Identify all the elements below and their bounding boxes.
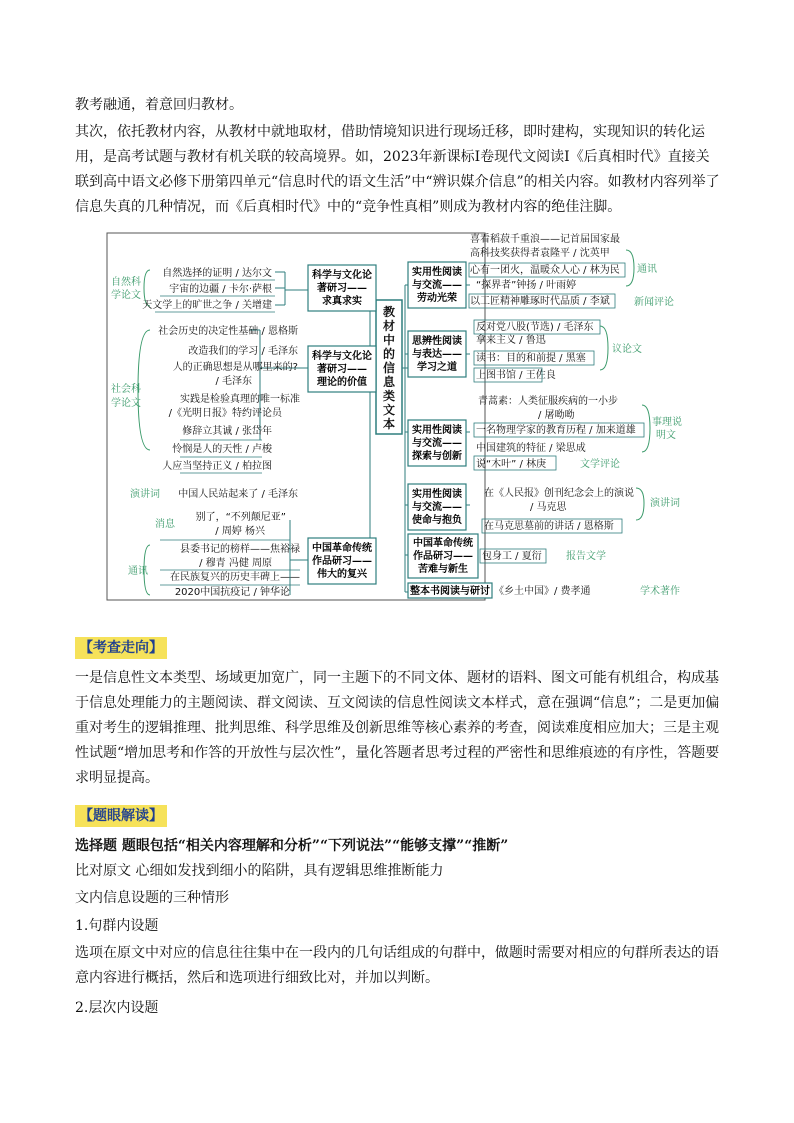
box-line: 劳动光荣 (417, 293, 457, 304)
box-line: 著研习—— (317, 283, 367, 294)
label-text: 演讲词 (650, 498, 680, 509)
item-text: 喜看稻菽千重浪——记首届国家最 (470, 234, 620, 245)
center-title (382, 304, 396, 431)
left-box-2 (308, 346, 376, 392)
item-text: 宇宙的边疆 / 卡尔·萨根 (169, 284, 272, 295)
box-line: 作品研习—— (413, 551, 473, 562)
section-header-exam-trend: 【考查走向】 (75, 637, 167, 659)
label-text: 消息 (155, 519, 175, 530)
intro-line-1: 教考融通，着意回归教材。 (75, 97, 243, 113)
label-text: 文学评论 (580, 459, 620, 470)
center-char: 中 (382, 333, 396, 347)
text-line: 比对原文 心细如发找到细小的陷阱，具有逻辑思维推断能力 (75, 863, 444, 879)
box-line: 实用性阅读 (412, 425, 462, 436)
box-line: 与交流—— (412, 280, 462, 291)
item-text: 修辞立其诚 / 张岱年 (182, 426, 272, 437)
label-text: 报告文学 (566, 551, 606, 562)
box-line: 与交流—— (412, 438, 462, 449)
item-text: 在民族复兴的历史丰碑上—— (170, 572, 300, 583)
label-text: 自然科 (111, 277, 141, 288)
item-text: 在《人民报》创刊纪念会上的演说 (484, 488, 634, 499)
label-text: 通讯 (637, 264, 657, 275)
section-header-question-keys: 【题眼解读】 (75, 805, 167, 827)
center-char: 的 (382, 347, 396, 361)
item-text: /《光明日报》特约评论员 (168, 408, 282, 419)
box-line: 伟大的复兴 (317, 569, 367, 580)
item-text: 反对党八股(节选) / 毛泽东 (476, 322, 594, 333)
box-line: 探索与创新 (412, 451, 462, 462)
box-line: 使命与抱负 (412, 515, 462, 526)
center-char: 本 (382, 417, 396, 431)
label-text: 明文 (656, 430, 676, 441)
left-box-1 (308, 265, 376, 311)
center-char: 文 (382, 403, 396, 417)
box-line: 理论的价值 (317, 377, 367, 388)
item-text: 人的正确思想是从哪里来的? (172, 362, 298, 373)
item-text: 中国建筑的特征 / 梁思成 (476, 443, 586, 454)
item-text: 中国人民站起来了 / 毛泽东 (178, 489, 298, 500)
item-text: 天文学上的旷世之争 / 关增建 (142, 300, 272, 311)
item-text: 一名物理学家的教育历程 / 加来道雄 (476, 425, 636, 436)
box-line: 苦难与新生 (418, 564, 468, 575)
item-text: 心有一团火，温暖众人心 / 林为民 (470, 265, 620, 276)
right-box-4 (408, 484, 466, 530)
box-line: 与表达—— (412, 349, 462, 360)
item-text: 说“木叶” / 林庚 (476, 459, 547, 470)
label-text: 事理说 (652, 417, 682, 428)
item-text: 怜悯是人的天性 / 卢梭 (172, 444, 272, 455)
item-text: “探界者”钟扬 / 叶雨婷 (476, 280, 577, 291)
item-text: 高科技奖获得者袁隆平 / 沈英甲 (470, 248, 610, 259)
item-text: 别了，“不列颠尼亚” (195, 512, 286, 523)
item-text: 社会历史的决定性基础 / 恩格斯 (158, 326, 298, 337)
item-text: / 屠呦呦 (538, 410, 575, 421)
text-paragraph: 选项在原文中对应的信息往往集中在一段内的几句话组成的句群中，做题时需要对相应的句群所表达的语意内容进行概括，然后和选项进行细致比对，并加以判断。 (75, 945, 719, 986)
item-text: / 周婷 杨兴 (215, 526, 265, 537)
center-char: 教 (382, 305, 396, 319)
intro-paragraph-2: 其次，依托教材内容，从教材中就地取材，借助情境知识进行现场迁移，即时建构，实现知识的转化运用，是高考试题与教材有机关联的较高境界。如，2023年新课标Ⅰ卷现代文阅读Ⅰ《后真相时代》直接关联到高中语文必修下册第四单元“信息时代的语文生活”中“辨识媒介信息”的相关内容。如教材内容列举了信息失真的几种情况，而《后真相时代》中的“竞争性真相”则成为教材内容的绝佳注脚。 (75, 124, 720, 215)
text-line: 文内信息设题的三种情形 (75, 890, 229, 906)
item-text: 上图书馆 / 王佐良 (476, 370, 556, 381)
item-text: / 穆青 冯健 周原 (199, 558, 272, 569)
center-char: 息 (382, 375, 396, 389)
right-box-6 (408, 583, 492, 598)
box-line: 学习之道 (417, 362, 457, 373)
item-text: 拿来主义 / 鲁迅 (476, 335, 546, 346)
exam-trend-paragraph: 一是信息性文本类型、场域更加宽广，同一主题下的不同文体、题材的语料、图文可能有机组合，构成基于信息处理能力的主题阅读、群文阅读、互文阅读的信息性阅读文本样式，意在强调“信息”；二是更加偏重对考生的逻辑推理、批判思维、科学思维及创新思维等核心素养的考查，阅读难度相应加大；三是主观性试题“增加思考和作答的开放性与层次性”，量化答题者思考过程的严密性和思维痕迹的有序性，答题要求明显提高。 (75, 670, 720, 786)
right-box-5 (408, 534, 478, 578)
item-text: 实践是检验真理的唯一标准 (180, 394, 300, 405)
box-line: 著研习—— (317, 364, 367, 375)
item-text: 青蒿素：人类征服疾病的一小步 (478, 396, 618, 407)
text-line: 1.句群内设题 (75, 918, 159, 934)
box-line: 实用性阅读 (412, 267, 462, 278)
right-label-brackets (600, 250, 650, 520)
text-line: 2.层次内设题 (75, 1000, 159, 1016)
item-text: 读书：目的和前提 / 黑塞 (476, 353, 586, 364)
box-line: 中国革命传统 (312, 543, 372, 554)
item-text: 2020中国抗疫记 / 钟华论 (174, 587, 290, 598)
left-labels (111, 275, 176, 577)
left-items (142, 266, 300, 598)
item-text: 以工匠精神雕琢时代品质 / 李斌 (470, 296, 610, 307)
label-text: 社会科 (111, 384, 141, 395)
box-line: 科学与文化论 (312, 351, 372, 362)
label-text: 新闻评论 (634, 297, 674, 308)
box-line: 求真求实 (322, 296, 362, 307)
center-char: 材 (382, 319, 396, 333)
item-text: 在马克思墓前的讲话 / 恩格斯 (484, 521, 614, 532)
item-text: 县委书记的榜样——焦裕禄 (180, 544, 300, 555)
label-text: 通讯 (128, 566, 148, 577)
item-text: 改造我们的学习 / 毛泽东 (188, 346, 298, 357)
left-box-3 (308, 538, 376, 584)
right-box-1 (408, 262, 466, 308)
item-text: 人应当坚持正义 / 柏拉图 (162, 461, 272, 472)
left-label-brackets (138, 270, 150, 595)
center-char: 信 (382, 361, 396, 375)
label-text: 学论文 (111, 290, 141, 301)
box-line: 作品研习—— (312, 556, 372, 567)
box-line: 实用性阅读 (412, 489, 462, 500)
right-items (470, 232, 636, 597)
box-line: 思辨性阅读 (412, 336, 462, 347)
item-text: 包身工 / 夏衍 (482, 551, 542, 562)
item-text: 《乡土中国》/ 费孝通 (494, 586, 591, 597)
box-line: 整本书阅读与研讨 (410, 586, 490, 597)
item-text: / 毛泽东 (215, 376, 252, 387)
item-text: / 马克思 (530, 502, 567, 513)
label-text: 学论文 (111, 398, 141, 409)
question-keys-bold-line: 选择题 题眼包括“相关内容理解和分析”“下列说法”“能够支撑”“推断” (75, 838, 509, 854)
label-text: 学术著作 (640, 586, 680, 597)
label-text: 演讲词 (130, 489, 160, 500)
box-line: 与交流—— (412, 502, 462, 513)
label-text: 议论文 (612, 344, 642, 355)
center-char: 类 (382, 389, 396, 403)
box-line: 中国革命传统 (413, 538, 473, 549)
right-box-2 (408, 331, 466, 377)
item-text: 自然选择的证明 / 达尔文 (162, 268, 272, 279)
right-box-3 (408, 420, 466, 466)
box-line: 科学与文化论 (312, 270, 372, 281)
